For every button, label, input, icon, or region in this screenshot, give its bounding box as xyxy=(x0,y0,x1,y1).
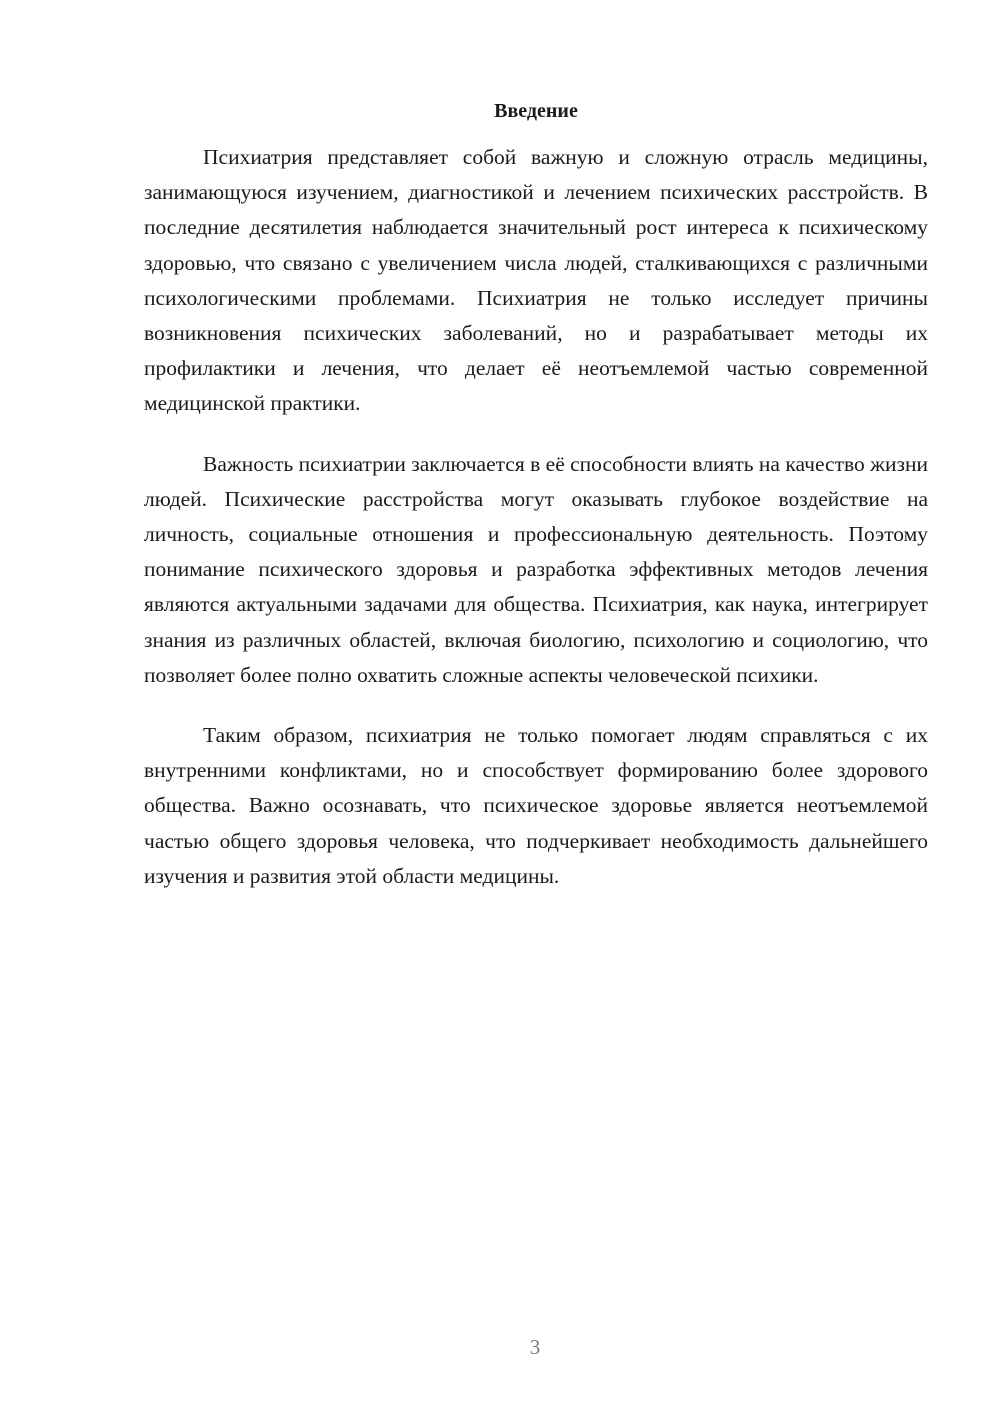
paragraph-3: Таким образом, психиатрия не только помогает людям справляться с их внутренними конфликтами, но и способствует формированию более здорового общества. Важно осознавать, что психическое здоровье является неотъемлемой частью общего здоровья человека, что подчеркивает необходимость дальнейшего изучения и развития этой области медицины. xyxy=(144,723,928,888)
paragraph-2: Важность психиатрии заключается в её способности влиять на качество жизни людей. Психические расстройства могут оказывать глубокое воздействие на личность, социальные отношения и профессиональную деятельность. Поэтому понимание психического здоровья и разработка эффективных методов лечения являются актуальными задачами для общества. Психиатрия, как наука, интегрирует знания из различных областей, включая биологию, психологию и социологию, что позволяет более полно охватить сложные аспекты человеческой психики. xyxy=(144,451,928,687)
paragraph-1: Психиатрия представляет собой важную и сложную отрасль медицины, занимающуюся изучением, диагностикой и лечением психических расстройств. В последние десятилетия наблюдается значительный рост интереса к психическому здоровью, что связано с увеличением числа людей, сталкивающихся с различными психологическими проблемами. Психиатрия не только исследует причины возникновения психических заболеваний, но и разрабатывает методы их профилактики и лечения, что делает её неотъемлемой частью современной медицинской практики. xyxy=(144,145,928,416)
page-number: 3 xyxy=(529,1335,541,1359)
section-title: Введение xyxy=(494,100,578,122)
page-content xyxy=(144,95,928,894)
